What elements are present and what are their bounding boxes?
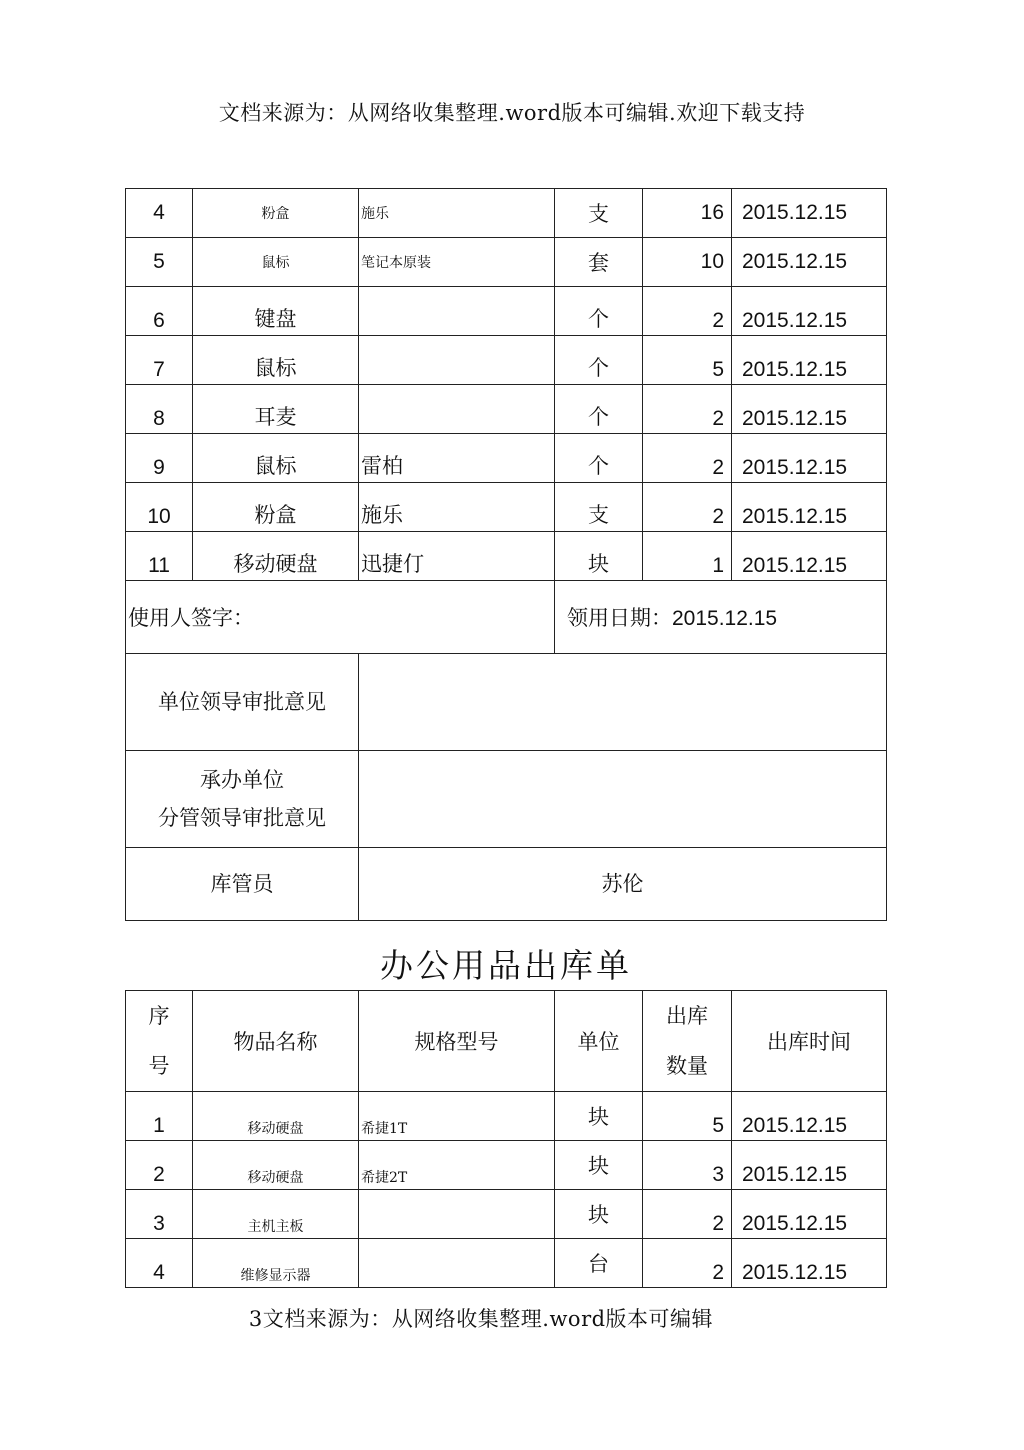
item-unit: 块 (555, 1190, 643, 1239)
row-index: 4 (126, 1239, 193, 1288)
receive-date-field (555, 581, 887, 654)
item-date: 2015.12.15 (732, 238, 887, 287)
row-index: 8 (126, 385, 193, 434)
dept-label-line2: 分管领导审批意见 (158, 806, 326, 830)
signature-row (126, 581, 887, 654)
item-qty: 1 (643, 532, 732, 581)
leader-approval-row (126, 654, 887, 751)
table-row (126, 483, 887, 532)
item-name: 粉盒 (193, 189, 359, 238)
item-unit: 个 (555, 287, 643, 336)
item-qty: 3 (643, 1141, 732, 1190)
table-row (126, 1190, 887, 1239)
item-qty: 2 (643, 1239, 732, 1288)
item-date: 2015.12.15 (732, 287, 887, 336)
item-unit: 块 (555, 532, 643, 581)
item-unit: 块 (555, 1092, 643, 1141)
row-index: 6 (126, 287, 193, 336)
item-date: 2015.12.15 (732, 532, 887, 581)
keeper-label: 库管员 (126, 848, 359, 921)
item-unit: 支 (555, 483, 643, 532)
item-date: 2015.12.15 (732, 434, 887, 483)
table-row (126, 1092, 887, 1141)
item-unit: 支 (555, 189, 643, 238)
header-item-name: 物品名称 (193, 991, 359, 1092)
receive-date-value: 2015.12.15 (672, 607, 778, 630)
item-name: 键盘 (193, 287, 359, 336)
item-spec (359, 1239, 555, 1288)
item-spec (359, 287, 555, 336)
item-name: 耳麦 (193, 385, 359, 434)
item-unit: 个 (555, 385, 643, 434)
header-qty (643, 991, 732, 1092)
item-qty: 2 (643, 434, 732, 483)
row-index: 9 (126, 434, 193, 483)
item-date: 2015.12.15 (732, 189, 887, 238)
row-index: 1 (126, 1092, 193, 1141)
user-signature-field[interactable] (126, 581, 555, 654)
item-name: 移动硬盘 (193, 1141, 359, 1190)
item-spec (359, 336, 555, 385)
header-time: 出库时间 (732, 991, 887, 1092)
table-row (126, 1141, 887, 1190)
table-row (126, 1239, 887, 1288)
form-title: 办公用品出库单 (380, 946, 632, 985)
item-name: 鼠标 (193, 238, 359, 287)
item-spec: 施乐 (359, 189, 555, 238)
top-items-table (125, 188, 887, 921)
table-row (126, 287, 887, 336)
header-spec: 规格型号 (359, 991, 555, 1092)
footer-note: 3文档来源为：从网络收集整理.word版本可编辑 (248, 1307, 714, 1331)
user-signature-label: 使用人签字： (128, 606, 254, 630)
item-spec: 希捷2T (359, 1141, 555, 1190)
dept-opinion-label (126, 751, 359, 848)
dept-opinion-field[interactable] (359, 751, 887, 848)
item-spec: 希捷1T (359, 1092, 555, 1141)
table-row (126, 189, 887, 238)
table-row (126, 238, 887, 287)
item-qty: 2 (643, 385, 732, 434)
item-date: 2015.12.15 (732, 1239, 887, 1288)
item-date: 2015.12.15 (732, 1141, 887, 1190)
item-date: 2015.12.15 (732, 385, 887, 434)
item-unit: 套 (555, 238, 643, 287)
item-qty: 5 (643, 336, 732, 385)
item-unit: 个 (555, 434, 643, 483)
item-qty: 5 (643, 1092, 732, 1141)
item-qty: 2 (643, 1190, 732, 1239)
table-row (126, 385, 887, 434)
header-unit: 单位 (555, 991, 643, 1092)
item-date: 2015.12.15 (732, 483, 887, 532)
item-name: 主机主板 (193, 1190, 359, 1239)
table-header-row (126, 991, 887, 1092)
receive-date-label: 领用日期： (567, 606, 672, 630)
item-qty: 2 (643, 483, 732, 532)
row-index: 2 (126, 1141, 193, 1190)
item-name: 鼠标 (193, 434, 359, 483)
item-spec (359, 385, 555, 434)
dept-label-line1: 承办单位 (200, 768, 284, 792)
item-spec: 雷柏 (359, 434, 555, 483)
item-unit: 个 (555, 336, 643, 385)
item-qty: 16 (643, 189, 732, 238)
item-name: 粉盒 (193, 483, 359, 532)
item-qty: 10 (643, 238, 732, 287)
row-index: 5 (126, 238, 193, 287)
item-date: 2015.12.15 (732, 1190, 887, 1239)
header-qty-line2: 数量 (666, 1054, 708, 1078)
table-row (126, 434, 887, 483)
item-spec: 笔记本原装 (359, 238, 555, 287)
keeper-row (126, 848, 887, 921)
item-date: 2015.12.15 (732, 336, 887, 385)
table-row (126, 336, 887, 385)
row-index: 7 (126, 336, 193, 385)
item-name: 移动硬盘 (193, 532, 359, 581)
header-index (126, 991, 193, 1092)
item-name: 移动硬盘 (193, 1092, 359, 1141)
header-index-line2: 号 (148, 1054, 170, 1078)
outbound-items-table (125, 990, 887, 1288)
item-spec: 施乐 (359, 483, 555, 532)
item-spec (359, 1190, 555, 1239)
table-row (126, 532, 887, 581)
header-note: 文档来源为：从网络收集整理.word版本可编辑.欢迎下载支持 (218, 101, 806, 125)
leader-opinion-label: 单位领导审批意见 (126, 654, 359, 751)
item-qty: 2 (643, 287, 732, 336)
row-index: 10 (126, 483, 193, 532)
leader-opinion-field[interactable] (359, 654, 887, 751)
item-name: 维修显示器 (193, 1239, 359, 1288)
row-index: 3 (126, 1190, 193, 1239)
keeper-name: 苏伦 (359, 848, 887, 921)
header-qty-line1: 出库 (666, 1004, 708, 1028)
item-date: 2015.12.15 (732, 1092, 887, 1141)
row-index: 11 (126, 532, 193, 581)
item-spec: 迅捷仃 (359, 532, 555, 581)
row-index: 4 (126, 189, 193, 238)
dept-approval-row (126, 751, 887, 848)
item-unit: 台 (555, 1239, 643, 1288)
header-index-line1: 序 (148, 1004, 170, 1028)
item-name: 鼠标 (193, 336, 359, 385)
item-unit: 块 (555, 1141, 643, 1190)
